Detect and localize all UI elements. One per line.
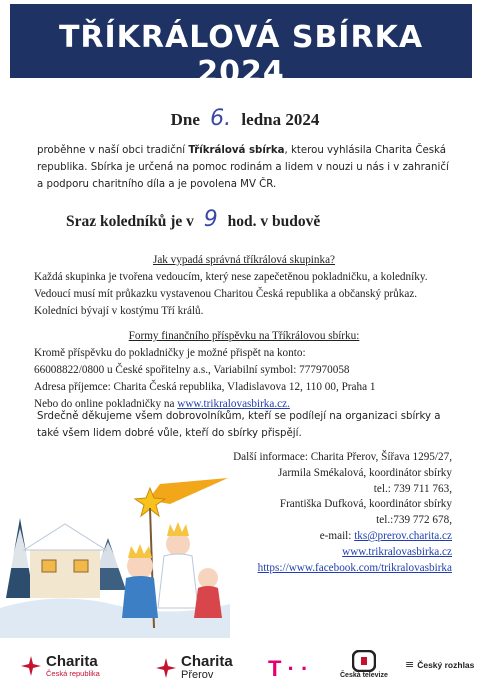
telekom-logo: [268, 656, 308, 682]
meeting-suffix: hod. v budově: [227, 213, 321, 230]
handwritten-hour: 9: [203, 207, 218, 232]
contact-line: Františka Dufková, koordinátor sbírky: [279, 498, 452, 511]
cesky-rozhlas-logo: [405, 658, 474, 671]
forms-heading: Formy finančního příspěvku na Tříkrálovou sbírku:: [128, 330, 360, 342]
online-link[interactable]: www.trikralovasbirka.cz.: [177, 398, 290, 410]
thanks-paragraph: Srdečně děkujeme všem dobrovolníkům, kteří se podílejí na organizaci sbírky a také všem lidem dobré vůle, kteří do sbírky přispějí.: [37, 411, 441, 439]
charita-cross-icon: [155, 657, 177, 679]
group-line: Vedoucí musí mít průkazku vystavenou Charitou Česká republika a občanský průkaz.: [34, 288, 418, 300]
contact-block: [152, 450, 452, 576]
cr-icon: ≡: [405, 658, 415, 671]
intro-text-1: proběhne v naší obci tradiční: [37, 145, 189, 156]
date-prefix: Dne: [170, 110, 200, 129]
ceska-televize-logo: [340, 650, 388, 679]
date-month-year: ledna 2024: [241, 110, 320, 129]
charita-prerov-word: Charita: [181, 653, 233, 670]
charita-cross-icon: [20, 655, 42, 677]
contact-line: Další informace: Charita Přerov, Šířava 1295/27,: [233, 451, 452, 463]
meeting-line: [66, 207, 320, 232]
contact-email-line: [152, 529, 452, 545]
intro-paragraph: [37, 142, 457, 193]
charita-cr-sub: Česká republika: [46, 669, 100, 678]
ct-icon: [352, 650, 376, 672]
sponsor-logos: [0, 650, 490, 690]
facebook-link[interactable]: https://www.facebook.com/trikralovasbirka: [257, 561, 452, 574]
contact-line: Jarmila Smékalová, koordinátor sbírky: [278, 466, 452, 479]
charita-cr-logo: [20, 654, 100, 678]
handwritten-day: 6.: [210, 106, 232, 131]
charita-cr-word: Charita: [46, 653, 98, 670]
ct-word: Česká televize: [340, 672, 388, 679]
charita-prerov-sub: Přerov: [181, 669, 214, 681]
group-line: Každá skupinka je tvořena vedoucím, který nese zapečetěnou pokladničku, a koledníky.: [34, 271, 428, 283]
group-section: [34, 252, 454, 320]
meeting-prefix: Sraz koledníků je v: [66, 213, 194, 230]
email-prefix: e-mail:: [319, 529, 355, 542]
contact-line: tel.: 739 711 763,: [373, 482, 452, 495]
date-line: [0, 106, 490, 131]
group-line: Koledníci bývají v kostýmu Tří králů.: [34, 305, 204, 317]
intro-bold: Tříkrálová sbírka: [188, 145, 285, 156]
forms-line: 66008822/0800 u České spořitelny a.s., Variabilní symbol: 777970058: [34, 364, 350, 376]
contact-line: tel.:739 772 678,: [376, 514, 452, 527]
forms-line: Adresa příjemce: Charita Česká republika, Vladislavova 12, 110 00, Praha 1: [34, 381, 376, 393]
online-prefix: Nebo do online pokladničky na: [34, 398, 178, 410]
telekom-mark: T · ·: [268, 656, 309, 681]
group-heading: Jak vypadá správná tříkrálová skupinka?: [152, 254, 336, 266]
forms-section: [34, 328, 454, 413]
email-link[interactable]: tks@prerov.charita.cz: [354, 529, 452, 542]
cr-word: Český rozhlas: [417, 659, 475, 670]
forms-line: Kromě příspěvku do pokladničky je možné přispět na konto:: [34, 347, 306, 359]
intro-text-2: , kterou vyhlásila Charita Česká republika. Sbírka je určená na pomoc rodinám a lidem v nouzi u nás i v zahraničí a podporu charitního díla a je povolena MV ČR.: [37, 145, 449, 190]
title-banner: [10, 4, 472, 90]
banner-title: TŘÍKRÁLOVÁ SBÍRKA 2024: [58, 20, 424, 90]
web-link[interactable]: www.trikralovasbirka.cz: [342, 545, 452, 558]
charita-prerov-logo: [155, 654, 233, 681]
